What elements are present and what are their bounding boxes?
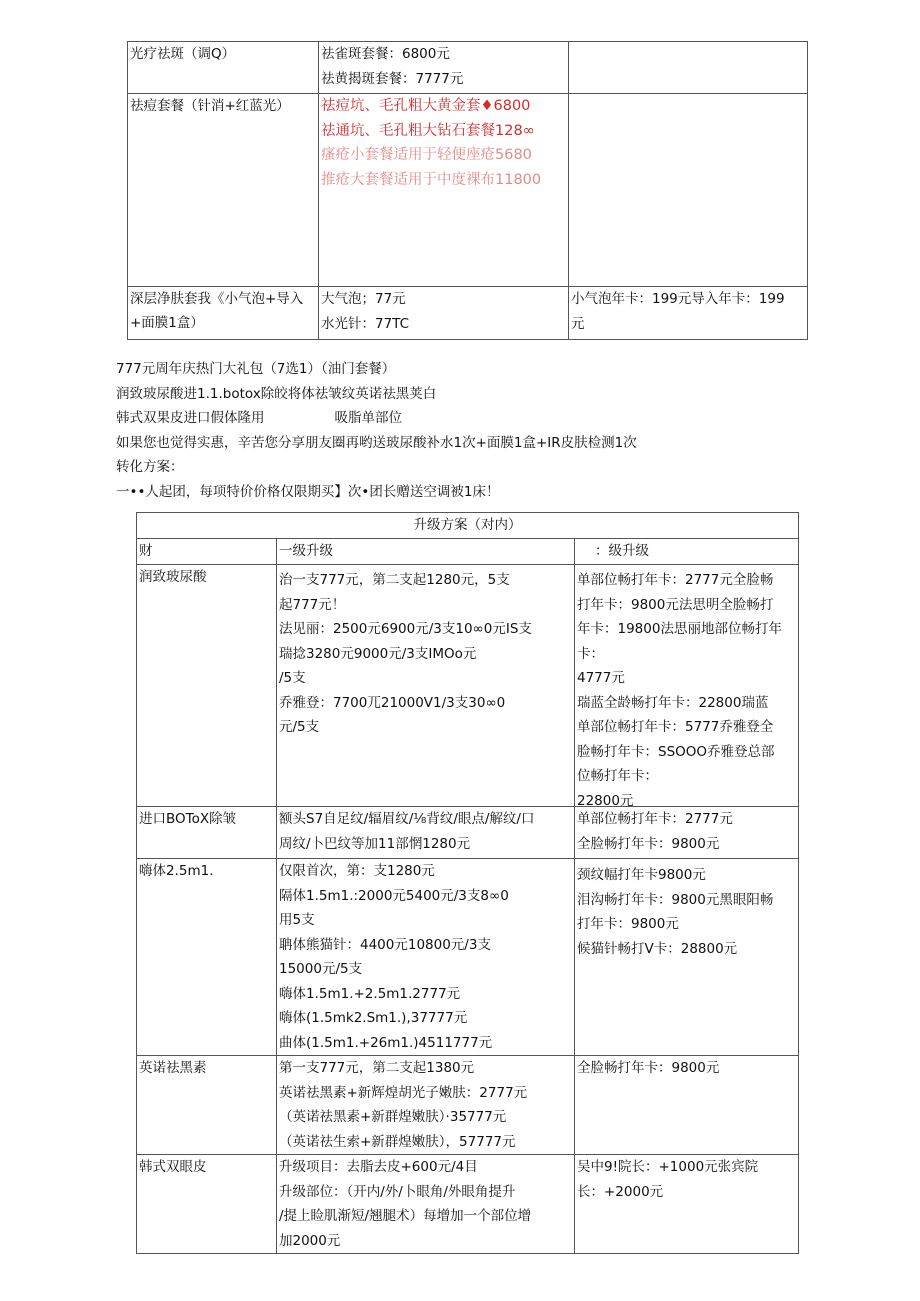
table-row: [128, 287, 808, 340]
level1-cell: 仅限首次，第：支1280元 隔体1.5m1.:2000元5400元/3支8∞0 用5支 聃体熊猫针：4400元10800元/3支 15000元/5支 嗨体1.5m1.+2.5m1.2777元 嗨体(1.5mk2.Sm1.),37777元 曲体(1.5m1.+26m1.)4511777元: [277, 859, 575, 1056]
item-name: 嗨体2.5m1.: [137, 859, 277, 1056]
note-line: 转化方案：: [116, 459, 184, 475]
table-header-row: [137, 539, 799, 565]
item-name: 韩式双眼皮: [137, 1155, 277, 1254]
level1-cell: 额头S7自足纹/辐眉纹/⅛背纹/眼点/解纹/口 周纹/卜巴纹等加11部惘1280元: [277, 807, 575, 859]
package-name: 深层净肤套我《小气泡+导入+面膜1盒）: [128, 287, 319, 340]
table-title-row: [137, 513, 799, 539]
promotion-notes: [116, 357, 637, 504]
table-row: [128, 42, 808, 94]
level1-cell: 治一支777元，第二支起1280元，5支 起777元！ 法见丽：2500元6900元/3支10∞0元IS支 瑞捻3280元9000元/3支IMOo元 /5支 乔雅登：7700兀21000V1∕3支30∞0 元/5支: [277, 565, 575, 807]
note-line: 韩式双果皮进口假体隆用 吸脂单部位: [116, 410, 402, 426]
level2-cell: 吴中9!院长：+1000元张宾院 长：+2000元: [575, 1155, 799, 1254]
table-row: [137, 1056, 799, 1155]
table-row: [128, 94, 808, 287]
package-name: 祛痘套餐（针消+红蓝光）: [128, 94, 319, 287]
item-name: 英诺祛黑素: [137, 1056, 277, 1155]
package-extra: [569, 42, 808, 94]
package-extra: [569, 94, 808, 287]
table-row: [137, 1155, 799, 1254]
header-cell: 财: [137, 539, 277, 565]
header-cell: 一级升级: [277, 539, 575, 565]
table-row: [137, 859, 799, 1056]
level1-cell: 第一支777元，第二支起1380元 英诺祛黑素+新辉煌胡光子嫩肤：2777元 （英诺祛黑素+新群煌嫩肤）·35777元 （英诺祛生索+新群煌嫩肤），57777元: [277, 1056, 575, 1155]
package-prices: 祛痘坑、毛孔粗大黄金套♦6800 祛通坑、毛孔粗大钻石套餐128∞ 瘙疮小套餐适用于轻便座疮5680 推疮大套餐适用于中度裸布11800: [319, 94, 569, 287]
upgrade-plan-table: [136, 512, 799, 1254]
note-title: 777元周年庆热门大礼包（7选1）（油门套餐）: [116, 361, 396, 377]
table-row: [137, 565, 799, 807]
package-extra: 小气泡年卡：199元导入年卡：199 元: [569, 287, 808, 340]
note-line: 润致玻尿酸进1.1.botox除皎将体祛皱纹英诺祛黑荚白: [116, 385, 437, 402]
header-cell: ：级升级: [575, 539, 799, 565]
level2-cell: 颈纹幅打年卡9800元 泪沟畅打年卡：9800元黑眼阳畅 打年卡：9800元 候猫针畅打V卡：28800元: [575, 859, 799, 1056]
note-line: 如果您也觉得实惠，辛苦您分享朋友圈再哟送玻尿酸补水1次+面膜1盒+IR皮肤检测1次: [116, 434, 637, 451]
item-name: 进口BOToX除皱: [137, 807, 277, 859]
item-name: 润致玻尿酸: [137, 565, 277, 807]
table-title: 升级方案（对内）: [137, 513, 799, 539]
package-prices: 大气泡；77元 水光针：77TC: [319, 287, 569, 340]
table-row: [137, 807, 799, 859]
level1-cell: 升级项目：去脂去皮+600元/4目 升级部位：（开内/外/卜眼角/外眼角提升 /提上睑肌渐短/翘腿术）每增加一个部位增 加2000元: [277, 1155, 575, 1254]
package-prices: 祛雀斑套餐：6800元 祛黄揭斑套餐：7777元: [319, 42, 569, 94]
note-line: 一••人起团，每项特价价格仅限期买】次•团长赠送空调被1床！: [116, 483, 500, 500]
level2-cell: 全脸畅打年卡：9800元: [575, 1056, 799, 1155]
top-package-table: [127, 41, 808, 340]
level2-cell: 单部位畅打年卡：2777元全脸畅 打年卡：9800元法思明全脸畅打 年卡：19800法思丽地部位畅打年 卡： 4777元 瑞蓝全龄畅打年卡：22800瑞蓝 单部位畅打年卡：5777乔雅登全 脸畅打年卡：SSOOO乔雅登总部 位畅打年卡： 22800元: [575, 565, 799, 807]
level2-cell: 单部位畅打年卡：2777元 全脸畅打年卡：9800元: [575, 807, 799, 859]
package-name: 光疗祛斑（调Q）: [128, 42, 319, 94]
